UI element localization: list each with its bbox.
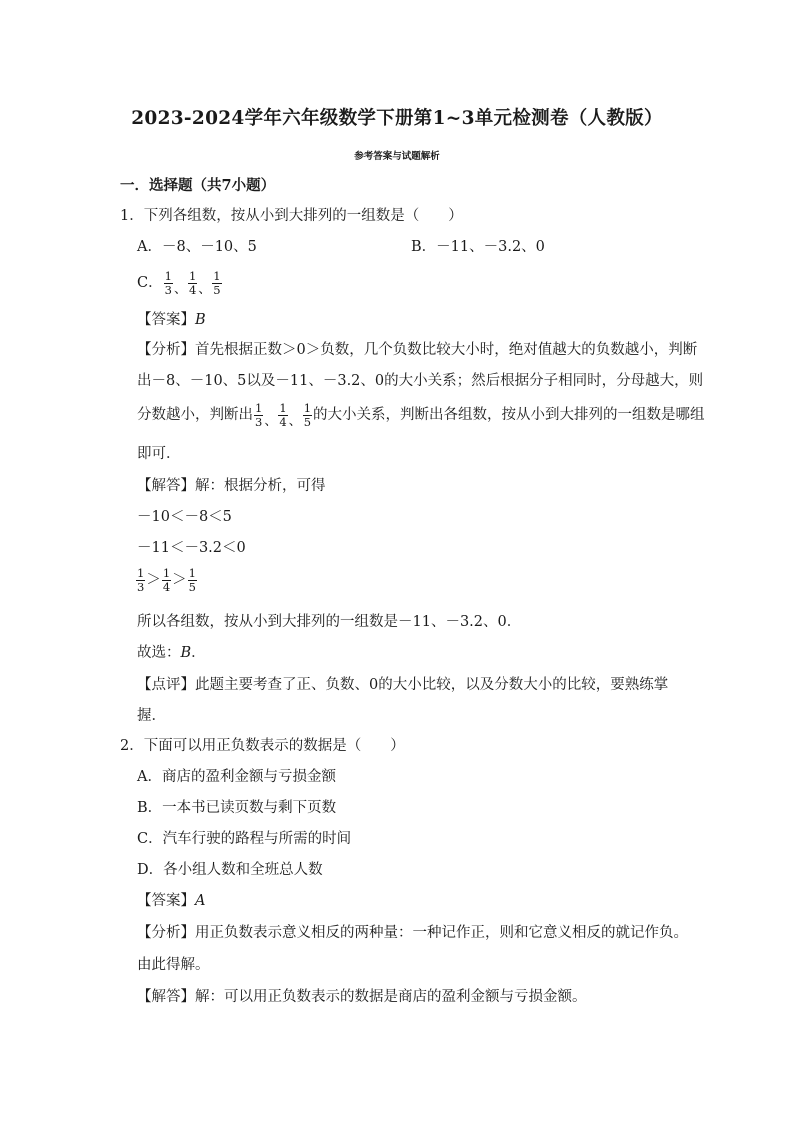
question-1-stem: 1．下列各组数，按从小到大排列的一组数是（ ） xyxy=(120,208,463,224)
question-2-option-b: B．一本书已读页数与剩下页数 xyxy=(137,800,337,816)
question-1-choice: 故选：B． xyxy=(137,645,206,661)
answer-label: 【答案】 xyxy=(137,312,195,328)
question-2-answer xyxy=(137,891,205,911)
fraction-one-third: $\frac{1}{3}$ xyxy=(164,268,172,297)
question-1-analysis-line-1: 【分析】首先根据正数＞0＞负数，几个负数比较大小时，绝对值越大的负数越小，判断 xyxy=(137,342,698,358)
solution-label: 【解答】 xyxy=(137,478,195,494)
greater-than: ＞ xyxy=(172,572,187,588)
question-2-solution: 【解答】解：可以用正负数表示的数据是商店的盈利金额与亏损金额。 xyxy=(137,989,587,1005)
answer-label: 【答案】 xyxy=(137,893,195,909)
inequality-2: －11＜－3.2＜0 xyxy=(137,540,246,556)
question-1-option-b: B．－11、－3.2、0 xyxy=(411,239,545,255)
fraction-one-third: $\frac{1}{3}$ xyxy=(255,400,263,429)
analysis-label: 【分析】 xyxy=(137,925,195,941)
question-1-conclusion: 所以各组数，按从小到大排列的一组数是－11、－3.2、0． xyxy=(137,614,522,630)
comment-label: 【点评】 xyxy=(137,677,195,693)
inequality-1: －10＜－8＜5 xyxy=(137,509,232,525)
question-1-answer xyxy=(137,310,206,330)
solution-label: 【解答】 xyxy=(137,989,195,1005)
option-c-label: C． xyxy=(137,275,163,291)
question-1-option-a: A．－8、－10、5 xyxy=(137,239,257,255)
question-2-option-a: A．商店的盈利金额与亏损金额 xyxy=(137,769,336,785)
question-2-analysis-line-1: 【分析】用正负数表示意义相反的两种量：一种记作正，则和它意义相反的就记作负。 xyxy=(137,925,688,941)
greater-than: ＞ xyxy=(146,572,161,588)
separator: 、 xyxy=(288,414,302,429)
document-title: 2023-2024学年六年级数学下册第1~3单元检测卷（人教版） xyxy=(131,108,663,129)
question-1-analysis-line-4: 即可． xyxy=(137,446,181,462)
question-1-comment-line-2: 握． xyxy=(137,708,166,724)
question-2-option-c: C．汽车行驶的路程与所需的时间 xyxy=(137,831,352,847)
fraction-one-fourth: $\frac{1}{4}$ xyxy=(188,268,197,297)
separator: 、 xyxy=(173,282,187,297)
question-1-analysis-line-3: 分数越小，判断出 $\frac{1}{3}$ 、 $\frac{1}{4}$ 、 $\frac{1}{5}$ 的大小关系，判断出各组数，按从小到大排列的一组数是哪组 xyxy=(137,400,705,429)
question-1-comment-line-1: 【点评】此题主要考查了正、负数、0的大小比较，以及分数大小的比较，要熟练掌 xyxy=(137,677,669,693)
question-2-option-d: D．各小组人数和全班总人数 xyxy=(137,862,323,878)
choice-value: B xyxy=(180,645,192,661)
question-1-solution: 【解答】解：根据分析，可得 xyxy=(137,478,326,494)
fraction-one-third: $\frac{1}{3}$ xyxy=(137,565,145,594)
separator: 、 xyxy=(264,414,278,429)
fraction-one-fourth: $\frac{1}{4}$ xyxy=(279,400,287,429)
fraction-one-fifth: $\frac{1}{5}$ xyxy=(303,400,312,429)
section-heading: 一．选择题（共7小题） xyxy=(120,177,276,194)
question-2-analysis-line-2: 由此得解。 xyxy=(137,957,210,973)
document-subtitle: 参考答案与试题解析 xyxy=(354,151,440,162)
question-1-option-c xyxy=(137,266,223,307)
fraction-one-fourth: $\frac{1}{4}$ xyxy=(162,565,171,594)
separator: 、 xyxy=(198,282,212,297)
analysis-label: 【分析】 xyxy=(137,342,195,358)
fraction-one-fifth: $\frac{1}{5}$ xyxy=(213,268,221,297)
question-2-stem: 2．下面可以用正负数表示的数据是（ ） xyxy=(120,738,405,754)
question-1-analysis-line-2: 出－8、－10、5以及－11、－3.2、0的大小关系；然后根据分子相同时，分母越大，则 xyxy=(137,373,704,389)
answer-value: B xyxy=(195,312,206,328)
fraction-one-fifth: $\frac{1}{5}$ xyxy=(188,565,196,594)
answer-value: A xyxy=(195,893,206,909)
inequality-fractions xyxy=(135,563,198,597)
